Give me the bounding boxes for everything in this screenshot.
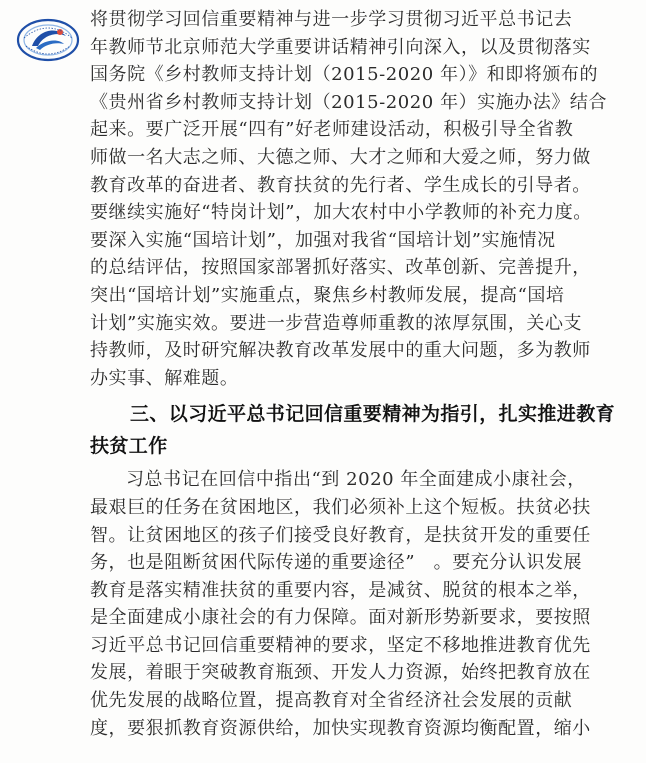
text-line: 国务院《乡村教师支持计划（2015-2020 年）》和即将颁布的	[90, 64, 599, 86]
text-line: 优先发展的战略位置，提高教育对全省经济社会发展的贡献	[90, 690, 573, 712]
section-heading-line-1: 三、以习近平总书记回信重要精神为指引，扎实推进教育	[130, 403, 616, 426]
document-body	[90, 6, 630, 742]
section-heading	[90, 398, 630, 462]
text-line: 起来。要广泛开展“四有”好老师建设活动，积极引导全省教	[90, 119, 574, 141]
text-line: 教育改革的奋进者、教育扶贫的先行者、学生成长的引导者。	[90, 174, 591, 196]
text-line: 务，也是阻断贫困代际传递的重要途径” 。要充分认识发展	[90, 552, 583, 574]
text-line: 突出“国培计划”实施重点，聚焦乡村教师发展，提高“国培	[90, 284, 565, 306]
paragraph-2	[90, 466, 630, 742]
text-line: 年教师节北京师范大学重要讲话精神引向深入，以及贯彻落实	[90, 36, 591, 58]
text-line: 要继续实施好“特岗计划”，加大农村中小学教师的补充力度。	[90, 202, 592, 224]
paragraph-1	[90, 6, 630, 392]
text-line: 是全面建成小康社会的有力保障。面对新形势新要求，要按照	[90, 607, 591, 629]
text-line: 习总书记在回信中指出“到 2020 年全面建成小康社会，	[126, 469, 586, 491]
section-heading-line-2: 扶贫工作	[90, 435, 168, 458]
education-emblem-icon	[14, 16, 82, 64]
text-line: 要深入实施“国培计划”，加强对我省“国培计划”实施情况	[90, 229, 556, 251]
text-line: 教育是落实精准扶贫的重要内容，是减贫、脱贫的根本之举，	[90, 579, 591, 601]
text-line: 智。让贫困地区的孩子们接受良好教育，是扶贫开发的重要任	[90, 524, 591, 546]
text-line: 办实事、解难题。	[90, 367, 239, 389]
text-line: 持教师，及时研究解决教育改革发展中的重大问题，多为教师	[90, 340, 591, 362]
text-line: 最艰巨的任务在贫困地区，我们必须补上这个短板。扶贫必扶	[90, 496, 591, 518]
text-line: 计划”实施实效。要进一步营造尊师重教的浓厚氛围，关心支	[90, 312, 583, 334]
text-line: 师做一名大志之师、大德之师、大才之师和大爱之师，努力做	[90, 146, 591, 168]
text-line: 习近平总书记回信重要精神的要求，坚定不移地推进教育优先	[90, 634, 591, 656]
text-line: 度，要狠抓教育资源供给，加快实现教育资源均衡配置，缩小	[90, 717, 591, 739]
text-line: 《贵州省乡村教师支持计划（2015-2020 年）实施办法》结合	[90, 91, 608, 113]
text-line: 的总结评估，按照国家部署抓好落实、改革创新、完善提升，	[90, 257, 591, 279]
text-line: 发展，着眼于突破教育瓶颈、开发人力资源，始终把教育放在	[90, 662, 591, 684]
text-line: 将贯彻学习回信重要精神与进一步学习贯彻习近平总书记去	[90, 9, 573, 30]
